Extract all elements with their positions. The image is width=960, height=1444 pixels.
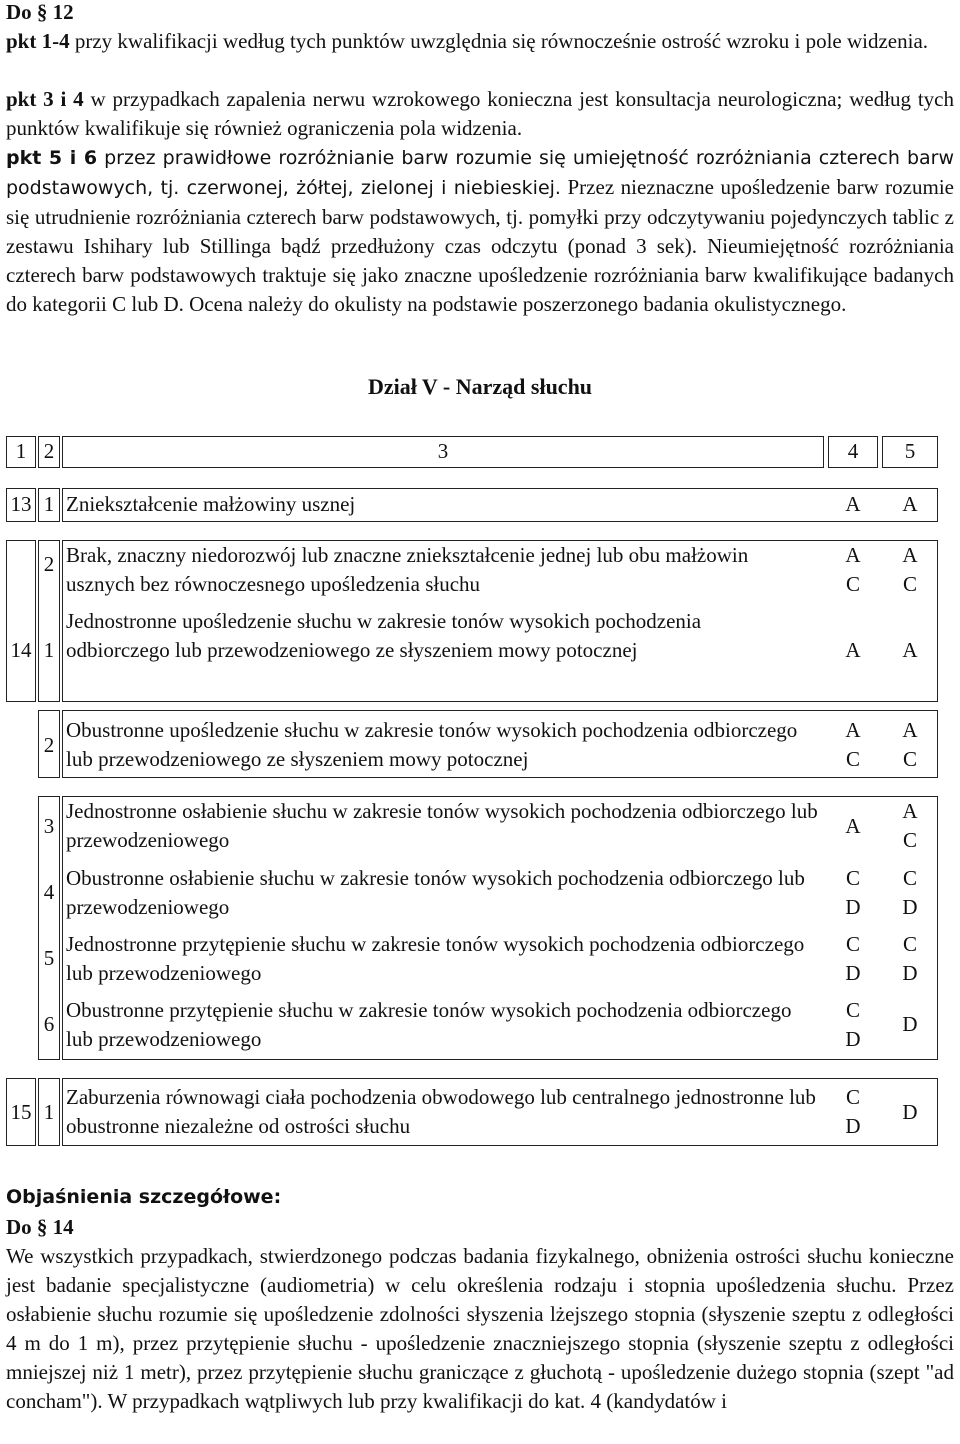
row-point: 4 [43,880,55,904]
row-description: Jednostronne upośledzenie słuchu w zakresie tonów wysokich pochodzenia odbiorczego lub przewodzeniowego ze słyszeniem mowy potocznej [66,609,702,662]
row-cat-5: A C [902,718,918,771]
paragraph-label: pkt 3 i 4 [6,87,84,111]
paragraph-text: w przypadkach zapalenia nerwu wzrokowego konieczna jest konsultacja neurologiczna; według tych punktów kwalifikuje się również ograniczenia pola widzenia. [6,87,955,140]
row-point: 6 [43,1012,55,1036]
row-section: 14 [10,638,32,662]
row-point: 2 [43,733,55,757]
row-description: Obustronne przytępienie słuchu w zakresie tonów wysokich pochodzenia odbiorczego lub przewodzeniowego [66,998,792,1051]
row-cat-5: C D [902,932,918,985]
section-title: Dział V - Narząd słuchu [367,374,593,399]
row-cat-5: C D [902,866,918,919]
row-description: Zaburzenia równowagi ciała pochodzenia obwodowego lub centralnego jednostronne lub obustronne niezależne od ostrości słuchu [66,1085,816,1138]
row-description: Zniekształcenie małżowiny usznej [66,492,356,516]
paragraph-pkt-3-4 [6,85,954,143]
row-cat-5: D [902,1012,918,1036]
row-cat-4: A [845,814,861,838]
row-cat-4: C D [845,866,861,919]
row-cat-4: A [845,492,861,516]
table-row [6,1078,938,1146]
row-description: Jednostronne osłabienie słuchu w zakresie tonów wysokich pochodzenia odbiorczego lub przewodzeniowego [66,799,818,852]
paragraph-label: pkt 5 i 6 [6,147,98,169]
table-block-14 [6,540,938,702]
row-cat-4: C D [845,998,861,1051]
row-point: 5 [43,946,55,970]
row-cat-4: C D [845,1085,861,1138]
row-description: Jednostronne przytępienie słuchu w zakresie tonów wysokich pochodzenia odbiorczego lub przewodzeniowego [66,932,805,985]
header-col-5: 5 [904,439,916,463]
paragraph-text: Przez nieznaczne upośledzenie barw rozumie się utrudnienie rozróżniania czterech barw podstawowych, tj. pomyłki przy odczytywaniu pojedynczych tablic z zestawu Ishihary lub Stillinga bądź przedłużony czas odczytu (ponad 3 sek). Nieumiejętność rozróżniania czterech barw podstawowych traktuje się jako znaczne upośledzenie rozróżniania barw kwalifikujące badanych do kategorii C lub D. Ocena należy do okulisty na podstawie poszerzonego badania okulistycznego. [6,175,954,316]
row-section: 15 [10,1100,32,1124]
header-col-3: 3 [437,439,449,463]
row-description: Brak, znaczny niedorozwój lub znaczne zniekształcenie jednej lub obu małżowin usznych bez równoczesnego upośledzenia słuchu [66,543,749,596]
header-col-4: 4 [847,439,859,463]
paragraph-label: pkt 1-4 [6,29,70,53]
section-ref-do-12: Do § 12 [6,0,74,24]
row-section: 13 [10,492,32,516]
header-col-2: 2 [43,439,55,463]
row-cat-5: A C [902,799,918,852]
table-row [6,488,938,522]
row-point: 1 [43,492,55,516]
row-point: 3 [43,814,55,838]
row-point: 2 [43,552,55,576]
row-cat-5: D [902,1100,918,1124]
row-cat-4: A C [845,543,861,596]
paragraph-text-sans: przez prawidłowe rozróżnianie barw rozumie się umiejętność rozróżniania czterech barw podstawowych, tj. czerwonej, żółtej, zielonej i niebieskiej. [6,147,954,199]
header-col-1: 1 [15,439,27,463]
row-cat-4: A C [845,718,861,771]
explanations-text: We wszystkich przypadkach, stwierdzonego podczas badania fizykalnego, obniżenia ostrości słuchu konieczne jest badanie specjalistyczne (audiometria) w celu określenia rodzaju i stopnia upośledzenia słuchu. Przez osłabienie słuchu rozumie się upośledzenie zdolności słyszenia lżejszego stopnia (słyszenie szeptu z odległości 4 m do 1 m), przez przytępienie słuchu - upośledzenie znaczniejszego stopnia (słyszenie szeptu z odległości mniejszej niż 1 metr), przez przytępienie słuchu graniczące z głuchotą - upośledzenie dużego stopnia (szept "ad concham"). W przypadkach wątpliwych lub przy kwalifikacji do kat. 4 (kandydatów i [6,1244,954,1413]
table-block-14-3-6 [6,796,938,1060]
row-cat-5: A C [902,543,918,596]
row-description: Obustronne osłabienie słuchu w zakresie tonów wysokich pochodzenia odbiorczego lub przewodzeniowego [66,866,805,919]
row-point: 1 [43,1100,55,1124]
row-cat-4: A [845,638,861,662]
section-ref-do-14: Do § 14 [6,1215,74,1239]
row-point: 1 [43,638,55,662]
paragraph-pkt-1-4 [6,27,954,56]
row-description: Obustronne upośledzenie słuchu w zakresie tonów wysokich pochodzenia odbiorczego lub przewodzeniowego ze słyszeniem mowy potocznej [66,718,798,771]
row-cat-5: A [902,492,918,516]
paragraph-pkt-5-6 [6,143,954,319]
table-header-row [6,436,938,468]
paragraph-text: przy kwalifikacji według tych punktów uwzględnia się równocześnie ostrość wzroku i pole widzenia. [69,29,929,53]
row-cat-4: C D [845,932,861,985]
explanations-heading: Objaśnienia szczegółowe: [6,1186,282,1208]
row-cat-5: A [902,638,918,662]
table-row [6,710,938,778]
